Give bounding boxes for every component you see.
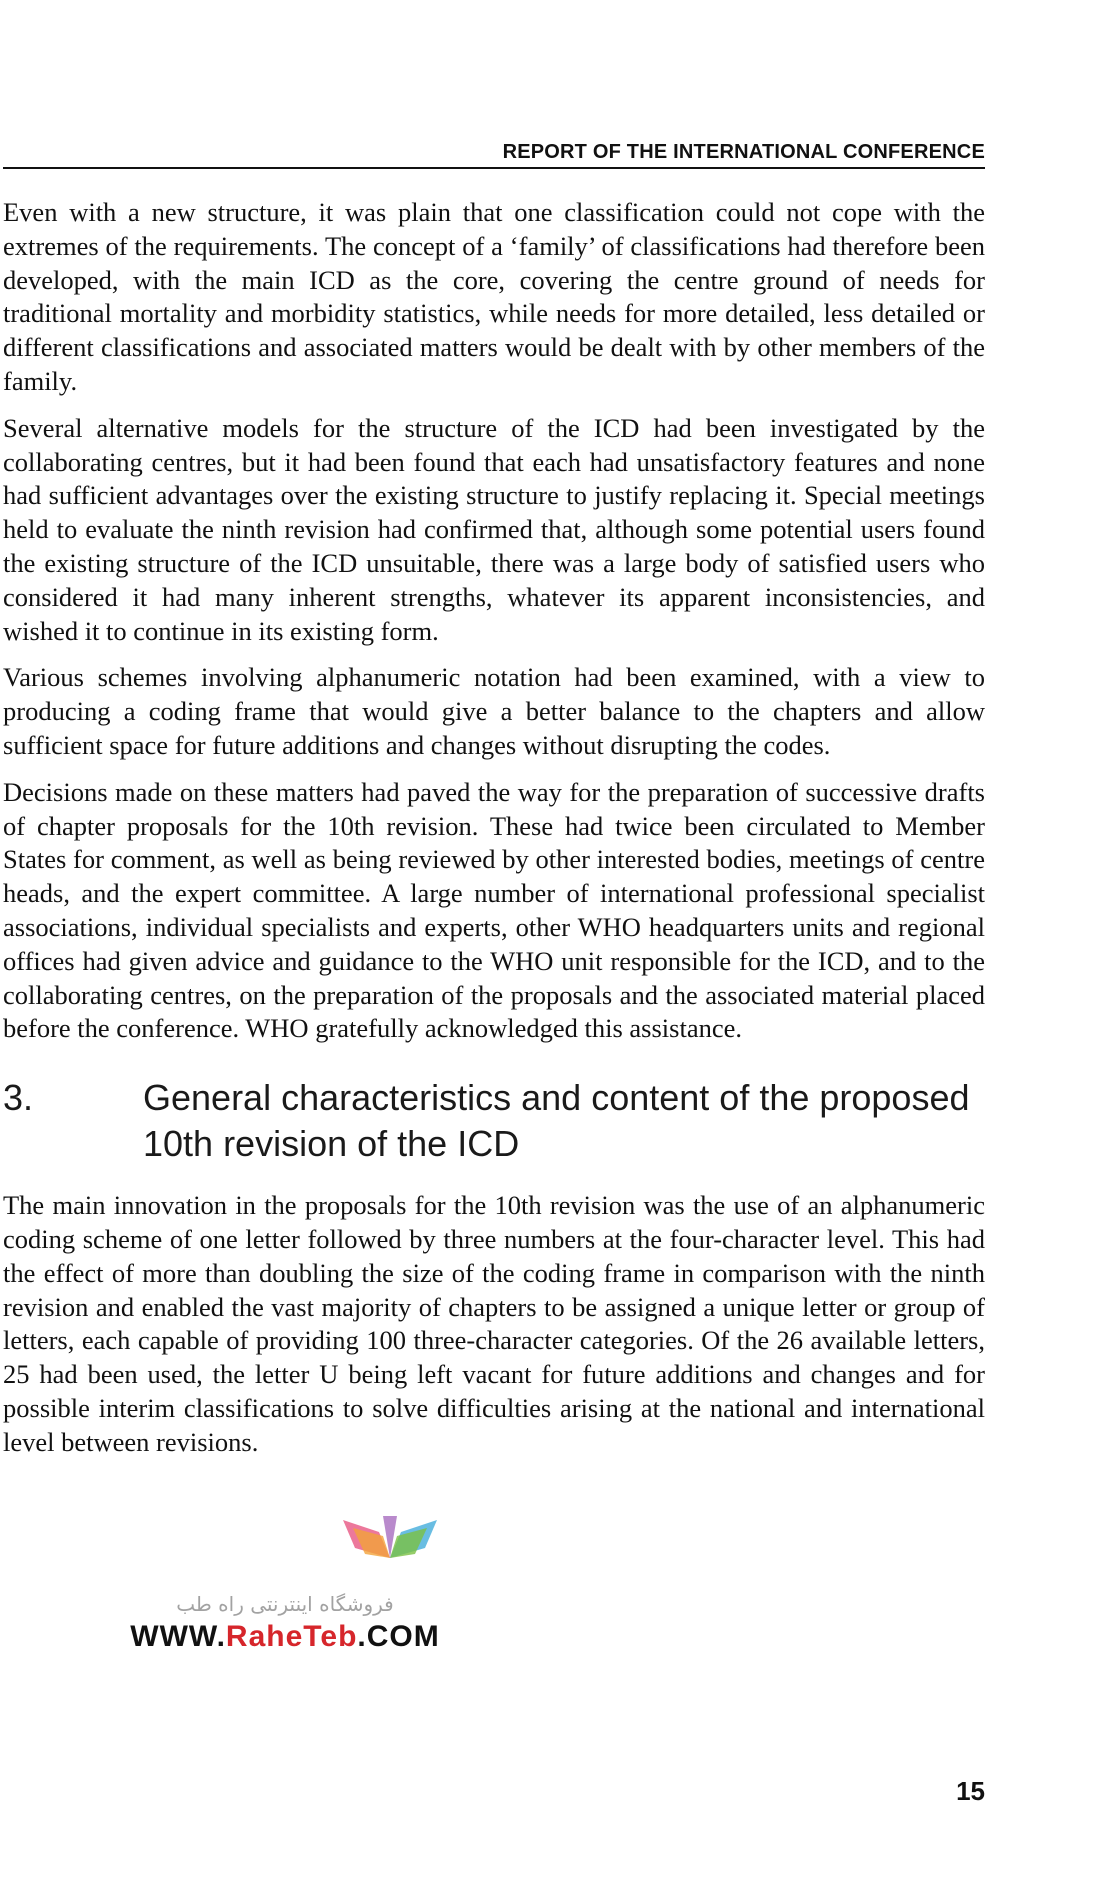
paragraph: Various schemes involving alphanumeric notation had been examined, with a view to producing a coding frame that would give a better balance to the chapters and allow sufficient space for future additions and changes without disrupting the codes. <box>3 662 985 760</box>
watermark-site-suffix: .COM <box>357 1620 440 1653</box>
paragraph: The main innovation in the proposals for the 10th revision was the use of an alphanumeric coding scheme of one letter followed by three numbers at the four-character level. This had the effect of more than doubling the size of the coding frame in comparison with the ninth revision and enabled the vast majority of chapters to be assigned a unique letter or group of letters, each capable of providing 100 three-character categories. Of the 26 available letters, 25 had been used, the letter U being left vacant for future additions and changes and for possible interim classifications to solve difficulties arising at the national and international level between revisions. <box>3 1190 985 1457</box>
watermark-site-prefix: WWW. <box>130 1620 226 1653</box>
watermark-site-url <box>95 1620 475 1654</box>
running-header: REPORT OF THE INTERNATIONAL CONFERENCE <box>502 141 985 163</box>
watermark-site-name: RaheTeb <box>225 1620 358 1653</box>
page-number: 15 <box>956 1776 985 1806</box>
body-text <box>3 196 985 1473</box>
section-heading <box>3 1075 985 1167</box>
paragraph: Decisions made on these matters had paved the way for the preparation of successive drafts of chapter proposals for the 10th revision. These had twice been circulated to Member States for comment, as well as being reviewed by other interested bodies, meetings of centre heads, and the expert committee. A large number of international professional specialist associations, individual specialists and experts, other WHO headquarters units and regional offices had given advice and guidance to the WHO unit responsible for the ICD, and to the collaborating centres, on the preparation of the proposals and the associated material placed before the conference. WHO gratefully acknowledged this assistance. <box>3 776 985 1044</box>
header-rule <box>3 167 985 169</box>
watermark <box>95 1508 475 1653</box>
paragraph: Several alternative models for the structure of the ICD had been investigated by the collaborating centres, but it had been found that each had unsatisfactory features and none had sufficient advantages over the existing structure to justify replacing it. Special meetings held to evaluate the ninth revision had confirmed that, although some potential users found the existing structure of the ICD unsuitable, there was a large body of satisfied users who considered it had many inherent strengths, whatever its apparent inconsistencies, and wished it to continue in its existing form. <box>3 412 985 646</box>
section-number: 3. <box>3 1077 34 1119</box>
section-title: General characteristics and content of the proposed 10th revision of the ICD <box>143 1077 970 1165</box>
watermark-persian-text: فروشگاه اینترنتی راه طب <box>176 1592 394 1616</box>
paragraph: Even with a new structure, it was plain that one classification could not cope with the extremes of the requirements. The concept of a ‘family’ of classifications had therefore been developed, with the main ICD as the core, covering the centre ground of needs for traditional mortality and morbidity statistics, while needs for more detailed, less detailed or different classifications and associated matters would be dealt with by other members of the family. <box>3 197 985 396</box>
open-book-logo-icon <box>335 1508 445 1564</box>
